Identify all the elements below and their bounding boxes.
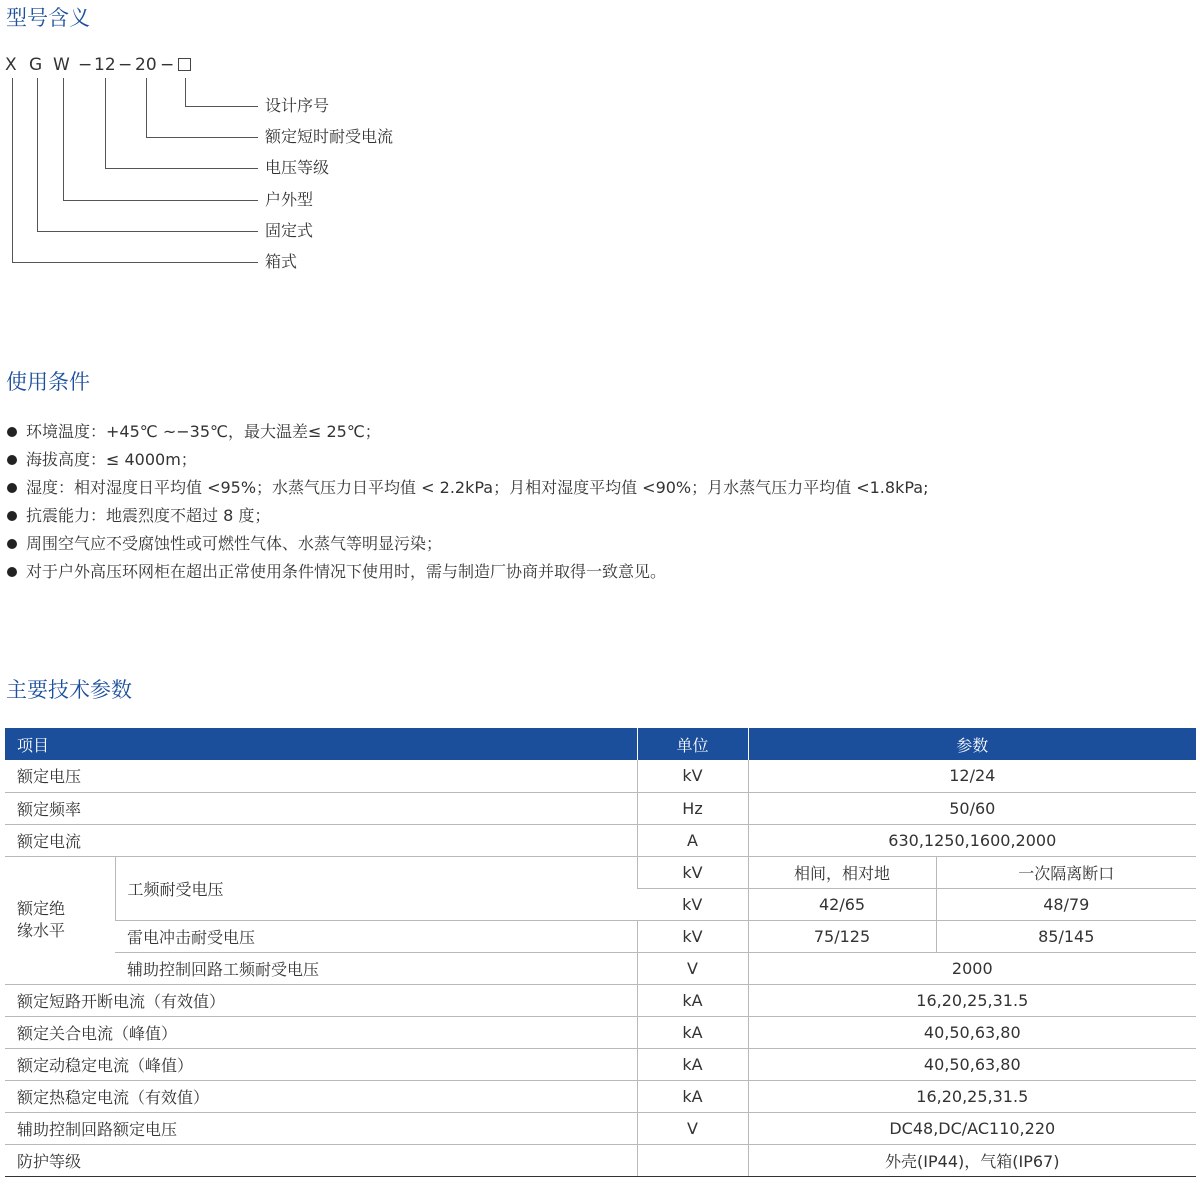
meaning-box-type: 箱式 [265, 252, 298, 271]
connector-h-3 [105, 168, 258, 169]
meaning-fixed: 固定式 [265, 221, 314, 240]
phase-label: 相间，相对地 [748, 856, 936, 888]
table-row [5, 1016, 1196, 1048]
params-title: 主要技术参数 [6, 678, 132, 702]
row-item: 额定热稳定电流（有效值） [5, 1080, 637, 1112]
row-item: 额定电流 [5, 824, 637, 856]
list-item [6, 474, 928, 502]
table-row [5, 1048, 1196, 1080]
row-value: 40,50,63,80 [748, 1016, 1196, 1048]
insulation-group-label [5, 856, 115, 984]
condition-text: 湿度：相对湿度日平均值 <95%；水蒸气压力日平均值 < 2.2kPa；月相对湿度平均值 <90%；月水蒸气压力平均值 <1.8kPa; [26, 478, 929, 497]
code-dash-2: − [118, 55, 133, 75]
lightning-phase-value: 75/125 [748, 920, 936, 952]
condition-text: 海拔高度：≤ 4000m； [26, 450, 197, 469]
power-freq-phase-value: 42/65 [748, 888, 936, 920]
aux-value: 2000 [748, 952, 1196, 984]
bullet-icon [7, 511, 17, 521]
row-item: 额定频率 [5, 792, 637, 824]
table-row [5, 1144, 1196, 1176]
connector-v-2 [146, 78, 147, 137]
row-value: 630,1250,1600,2000 [748, 824, 1196, 856]
table-row [5, 984, 1196, 1016]
code-dash-1: − [78, 55, 93, 75]
list-item [6, 558, 928, 586]
row-unit: Hz [637, 792, 748, 824]
connector-h-1 [185, 106, 258, 107]
row-value: 16,20,25,31.5 [748, 1080, 1196, 1112]
connector-v-1 [185, 78, 186, 106]
model-meaning-title: 型号含义 [6, 6, 90, 30]
connector-v-6 [12, 78, 13, 262]
row-unit [637, 1144, 748, 1176]
param-table [5, 728, 1196, 1177]
row-item: 额定短路开断电流（有效值） [5, 984, 637, 1016]
list-item [6, 446, 928, 474]
header-unit: 单位 [637, 728, 748, 760]
isolation-label: 一次隔离断口 [936, 856, 1196, 888]
meaning-voltage-level: 电压等级 [265, 158, 330, 177]
row-value: 外壳(IP44)，气箱(IP67) [748, 1144, 1196, 1176]
row-item: 额定关合电流（峰值） [5, 1016, 637, 1048]
row-unit: kA [637, 984, 748, 1016]
table-row [5, 920, 1196, 952]
header-item: 项目 [5, 728, 637, 760]
row-item: 额定电压 [5, 760, 637, 792]
row-unit: A [637, 824, 748, 856]
lightning-label: 雷电冲击耐受电压 [115, 920, 637, 952]
meaning-outdoor: 户外型 [265, 190, 314, 209]
table-row [5, 952, 1196, 984]
table-row [5, 1112, 1196, 1144]
list-item [6, 502, 928, 530]
code-char-w: W [53, 55, 70, 75]
header-param: 参数 [748, 728, 1196, 760]
insulation-group-text: 额定绝缘水平 [17, 899, 66, 940]
row-value: 50/60 [748, 792, 1196, 824]
row-value: 12/24 [748, 760, 1196, 792]
list-item [6, 418, 928, 446]
row-item: 辅助控制回路额定电压 [5, 1112, 637, 1144]
row-value: DC48,DC/AC110,220 [748, 1112, 1196, 1144]
bullet-icon [7, 483, 17, 493]
table-row [5, 1080, 1196, 1112]
bullet-icon [7, 539, 17, 549]
row-unit: kA [637, 1016, 748, 1048]
power-freq-isolation-value: 48/79 [936, 888, 1196, 920]
bullet-icon [7, 455, 17, 465]
bullet-icon [7, 427, 17, 437]
row-unit: kV [637, 920, 748, 952]
row-item: 防护等级 [5, 1144, 637, 1176]
table-row [5, 792, 1196, 824]
code-char-x: X [5, 55, 17, 75]
bullet-icon [7, 567, 17, 577]
meaning-design-serial: 设计序号 [265, 96, 330, 115]
table-header-row [5, 728, 1196, 760]
row-unit: V [637, 952, 748, 984]
row-value: 40,50,63,80 [748, 1048, 1196, 1080]
power-freq-label: 工频耐受电压 [115, 856, 637, 920]
model-code-diagram [0, 40, 600, 280]
table-row [5, 856, 1196, 888]
code-char-g: G [29, 55, 43, 75]
row-unit: kV [637, 856, 748, 888]
condition-text: 周围空气应不受腐蚀性或可燃性气体、水蒸气等明显污染； [26, 534, 443, 553]
row-unit: kA [637, 1048, 748, 1080]
connector-h-2 [146, 137, 258, 138]
code-char-12: 12 [94, 55, 116, 75]
table-row [5, 824, 1196, 856]
condition-text: 环境温度：+45℃ ~−35℃，最大温差≤ 25℃； [26, 422, 381, 441]
connector-h-6 [12, 262, 258, 263]
row-unit: kV [637, 760, 748, 792]
lightning-isolation-value: 85/145 [936, 920, 1196, 952]
connector-h-5 [37, 231, 258, 232]
condition-text: 对于户外高压环网柜在超出正常使用条件情况下使用时，需与制造厂协商并取得一致意见。 [26, 562, 667, 581]
meaning-short-time-current: 额定短时耐受电流 [265, 127, 394, 146]
row-item: 额定动稳定电流（峰值） [5, 1048, 637, 1080]
condition-text: 抗震能力：地震烈度不超过 8 度； [26, 506, 271, 525]
connector-v-4 [63, 78, 64, 200]
code-dash-3: − [160, 55, 175, 75]
code-placeholder-box [178, 58, 191, 71]
connector-v-3 [105, 78, 106, 168]
row-unit: V [637, 1112, 748, 1144]
list-item [6, 530, 928, 558]
code-char-20: 20 [135, 55, 157, 75]
conditions-list [6, 418, 928, 586]
connector-v-5 [37, 78, 38, 231]
row-unit: kV [637, 888, 748, 920]
aux-label: 辅助控制回路工频耐受电压 [115, 952, 637, 984]
connector-h-4 [63, 200, 258, 201]
row-unit: kA [637, 1080, 748, 1112]
row-value: 16,20,25,31.5 [748, 984, 1196, 1016]
conditions-title: 使用条件 [6, 370, 90, 394]
table-row [5, 760, 1196, 792]
